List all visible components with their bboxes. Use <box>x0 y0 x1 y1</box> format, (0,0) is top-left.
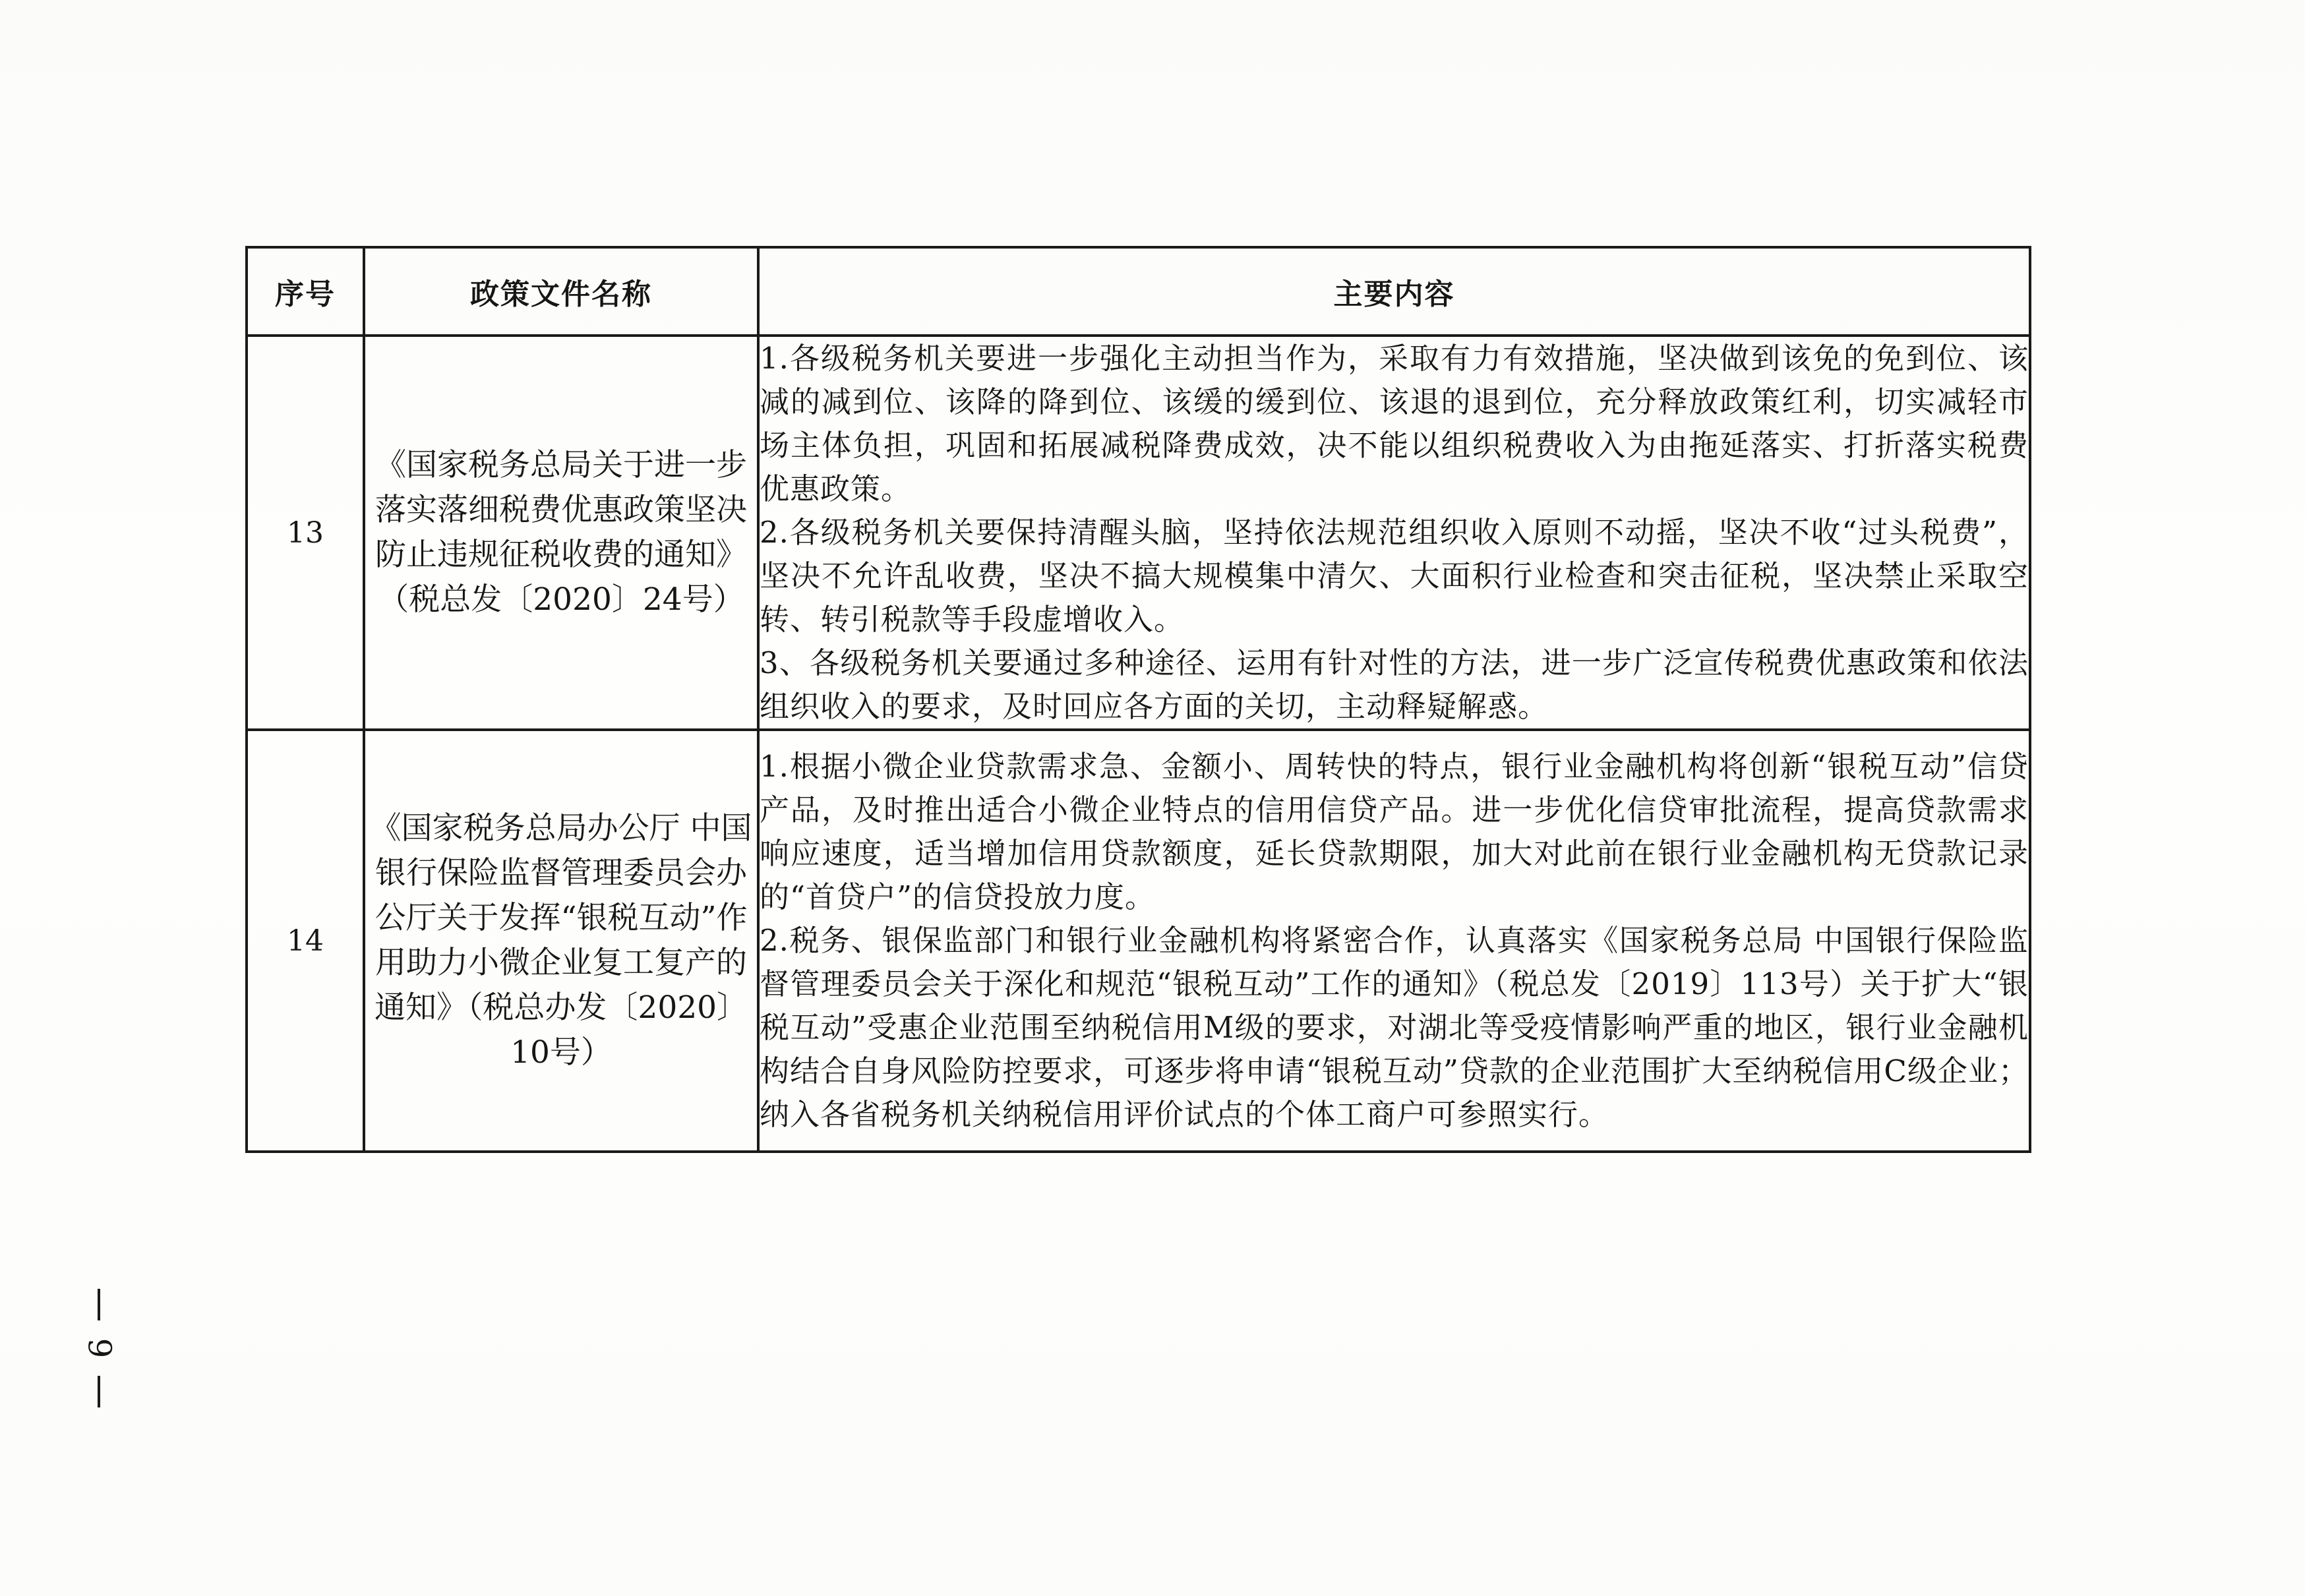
row-number: 14 <box>247 730 364 1152</box>
content-paragraph: 1.根据小微企业贷款需求急、金额小、周转快的特点，银行业金融机构将创新“银税互动”信贷产品，及时推出适合小微企业特点的信用信贷产品。进一步优化信贷审批流程，提高贷款需求响应速度，适当增加信用贷款额度，延长贷款期限，加大对此前在银行业金融机构无贷款记录的“首贷户”的信贷投放力度。 <box>760 749 2029 914</box>
content-paragraph: 1.各级税务机关要进一步强化主动担当作为，采取有力有效措施，坚决做到该免的免到位、该减的减到位、该降的降到位、该缓的缓到位、该退的退到位，充分释放政策红利，切实减轻市场主体负担，巩固和拓展减税降费成效，决不能以组织税费收入为由拖延落实、打折落实税费优惠政策。 <box>760 341 2029 506</box>
header-policy-name: 政策文件名称 <box>364 247 758 336</box>
header-main-content: 主要内容 <box>758 247 2030 336</box>
content-paragraph: 3、各级税务机关要通过多种途径、运用有针对性的方法，进一步广泛宣传税费优惠政策和依法组织收入的要求，及时回应各方面的关切，主动释疑解惑。 <box>760 645 2029 724</box>
policy-table <box>245 246 2031 1153</box>
policy-content <box>758 730 2030 1152</box>
table-row <box>247 730 2030 1152</box>
page-number-dash-bottom <box>98 1376 100 1407</box>
policy-name: 《国家税务总局办公厅 中国银行保险监督管理委员会办公厅关于发挥“银税互动”作用助力小微企业复工复产的通知》（税总办发〔2020〕10号） <box>364 730 758 1152</box>
policy-name: 《国家税务总局关于进一步落实落细税费优惠政策坚决防止违规征税收费的通知》（税总发〔2020〕24号） <box>364 336 758 730</box>
page-number-value: 9 <box>80 1338 117 1359</box>
page-number-dash-top <box>98 1289 100 1320</box>
header-no: 序号 <box>247 247 364 336</box>
content-paragraph: 2.税务、银保监部门和银行业金融机构将紧密合作，认真落实《国家税务总局 中国银行保险监督管理委员会关于深化和规范“银税互动”工作的通知》（税总发〔2019〕113号）关于扩大“银税互动”受惠企业范围至纳税信用M级的要求，对湖北等受疫情影响严重的地区，银行业金融机构结合自身风险防控要求，可逐步将申请“银税互动”贷款的企业范围扩大至纳税信用C级企业；纳入各省税务机关纳税信用评价试点的个体工商户可参照实行。 <box>760 923 2029 1132</box>
row-number: 13 <box>247 336 364 730</box>
policy-content <box>758 336 2030 730</box>
content-paragraph: 2.各级税务机关要保持清醒头脑，坚持依法规范组织收入原则不动摇，坚决不收“过头税费”，坚决不允许乱收费，坚决不搞大规模集中清欠、大面积行业检查和突击征税，坚决禁止采取空转、转引税款等手段虚增收入。 <box>760 515 2029 637</box>
table-row <box>247 336 2030 730</box>
page-number <box>79 1289 119 1421</box>
table-header-row <box>247 247 2030 336</box>
